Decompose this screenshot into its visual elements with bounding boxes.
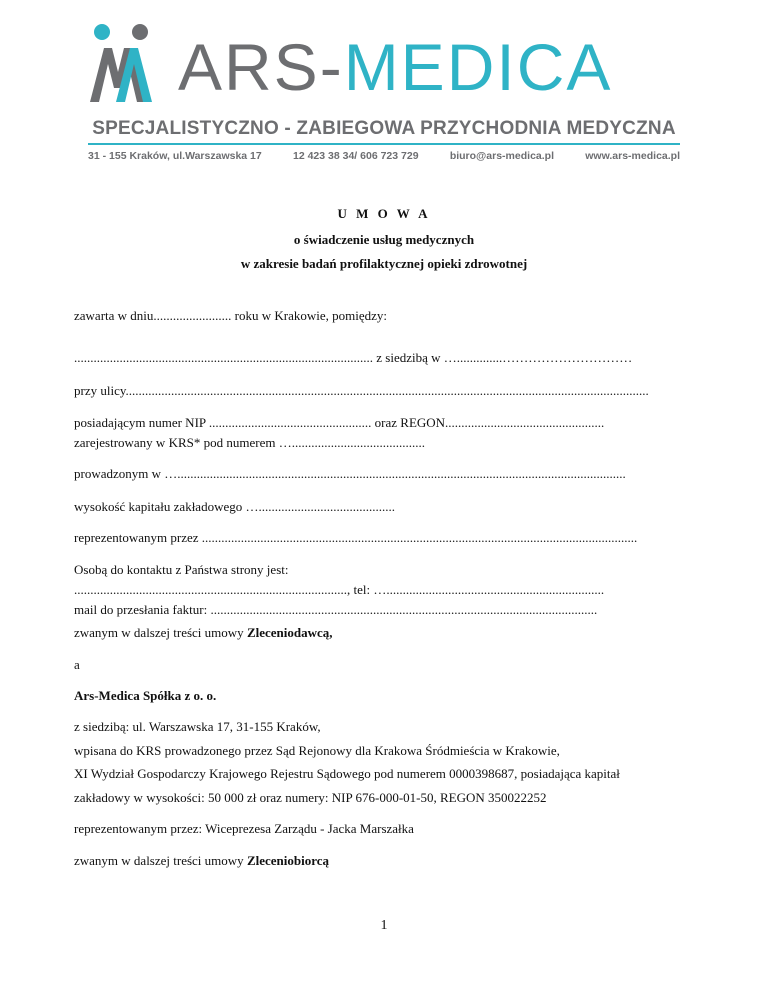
clinic-subtitle: SPECJALISTYCZNO - ZABIEGOWA PRZYCHODNIA MEDYCZNA xyxy=(92,118,676,139)
contact-person-label: Osobą do kontaktu z Państwa strony jest: xyxy=(74,562,289,577)
contractor-krs-number: XI Wydział Gospodarczy Krajowego Rejestru Sądowego pod numerem 0000398687, posiadająca kapitał xyxy=(74,766,620,781)
client-role-prefix: zwanym w dalszej treści umowy xyxy=(74,625,247,640)
contact-website[interactable]: www.ars-medica.pl xyxy=(585,150,680,162)
client-name-line: ............................................................................................ z siedzibą w …..............………………………… xyxy=(74,350,633,365)
page-number: 1 xyxy=(380,918,388,933)
document-subtitle-2: w zakresie badań profilaktycznej opieki zdrowotnej xyxy=(240,256,528,271)
contact-person-line: ...................................................................................., tel: …................................................................... xyxy=(74,582,605,597)
contact-bar xyxy=(88,150,680,162)
contractor-representative: reprezentowanym przez: Wiceprezesa Zarządu - Jacka Marszałka xyxy=(74,821,414,836)
brand-name-part2: MEDICA xyxy=(343,30,613,104)
client-registry-line: prowadzonym w ….......................................................................................................................................... xyxy=(74,466,626,481)
contractor-capital-nip-regon: zakładowy w wysokości: 50 000 zł oraz numery: NIP 676-000-01-50, REGON 350022252 xyxy=(74,790,547,805)
document-subtitle-1: o świadczenie usług medycznych xyxy=(293,232,475,247)
contractor-role-name: Zleceniobiorcą xyxy=(246,853,330,868)
client-nip-regon-line: posiadającym numer NIP .................................................. oraz REGON................................................. xyxy=(74,415,605,430)
brand-name-part1: ARS- xyxy=(178,30,344,104)
client-capital-line: wysokość kapitału zakładowego ….......................................... xyxy=(74,499,395,514)
client-street-line: przy ulicy................................................................................................................................................................. xyxy=(74,383,649,398)
invoice-email-line: mail do przesłania faktur: ....................................................................................................................... xyxy=(74,602,598,617)
client-krs-line: zarejestrowany w KRS* pod numerem …......................................... xyxy=(74,435,425,450)
ars-medica-logo-icon xyxy=(86,22,164,104)
contractor-name: Ars-Medica Spółka z o. o. xyxy=(74,688,217,703)
contact-phone: 12 423 38 34/ 606 723 729 xyxy=(293,150,419,162)
conjunction-a: a xyxy=(74,657,80,672)
contractor-role-line xyxy=(74,853,329,869)
client-representative-line: reprezentowanym przez ...................................................................................................................................... xyxy=(74,530,638,545)
document-title: U M O W A xyxy=(337,206,431,221)
contractor-role-prefix: zwanym w dalszej treści umowy xyxy=(74,853,247,868)
contract-date-line: zawarta w dniu........................ roku w Krakowie, pomiędzy: xyxy=(74,308,388,323)
contractor-krs-court: wpisana do KRS prowadzonego przez Sąd Rejonowy dla Krakowa Śródmieścia w Krakowie, xyxy=(74,743,560,758)
client-role-name: Zleceniodawcą, xyxy=(246,625,333,640)
contractor-address: z siedzibą: ul. Warszawska 17, 31-155 Kraków, xyxy=(74,719,321,734)
contact-address: 31 - 155 Kraków, ul.Warszawska 17 xyxy=(88,150,262,162)
brand-name xyxy=(178,30,613,104)
contact-email[interactable]: biuro@ars-medica.pl xyxy=(449,150,554,162)
header-divider xyxy=(88,143,680,145)
client-role-line xyxy=(74,625,333,641)
